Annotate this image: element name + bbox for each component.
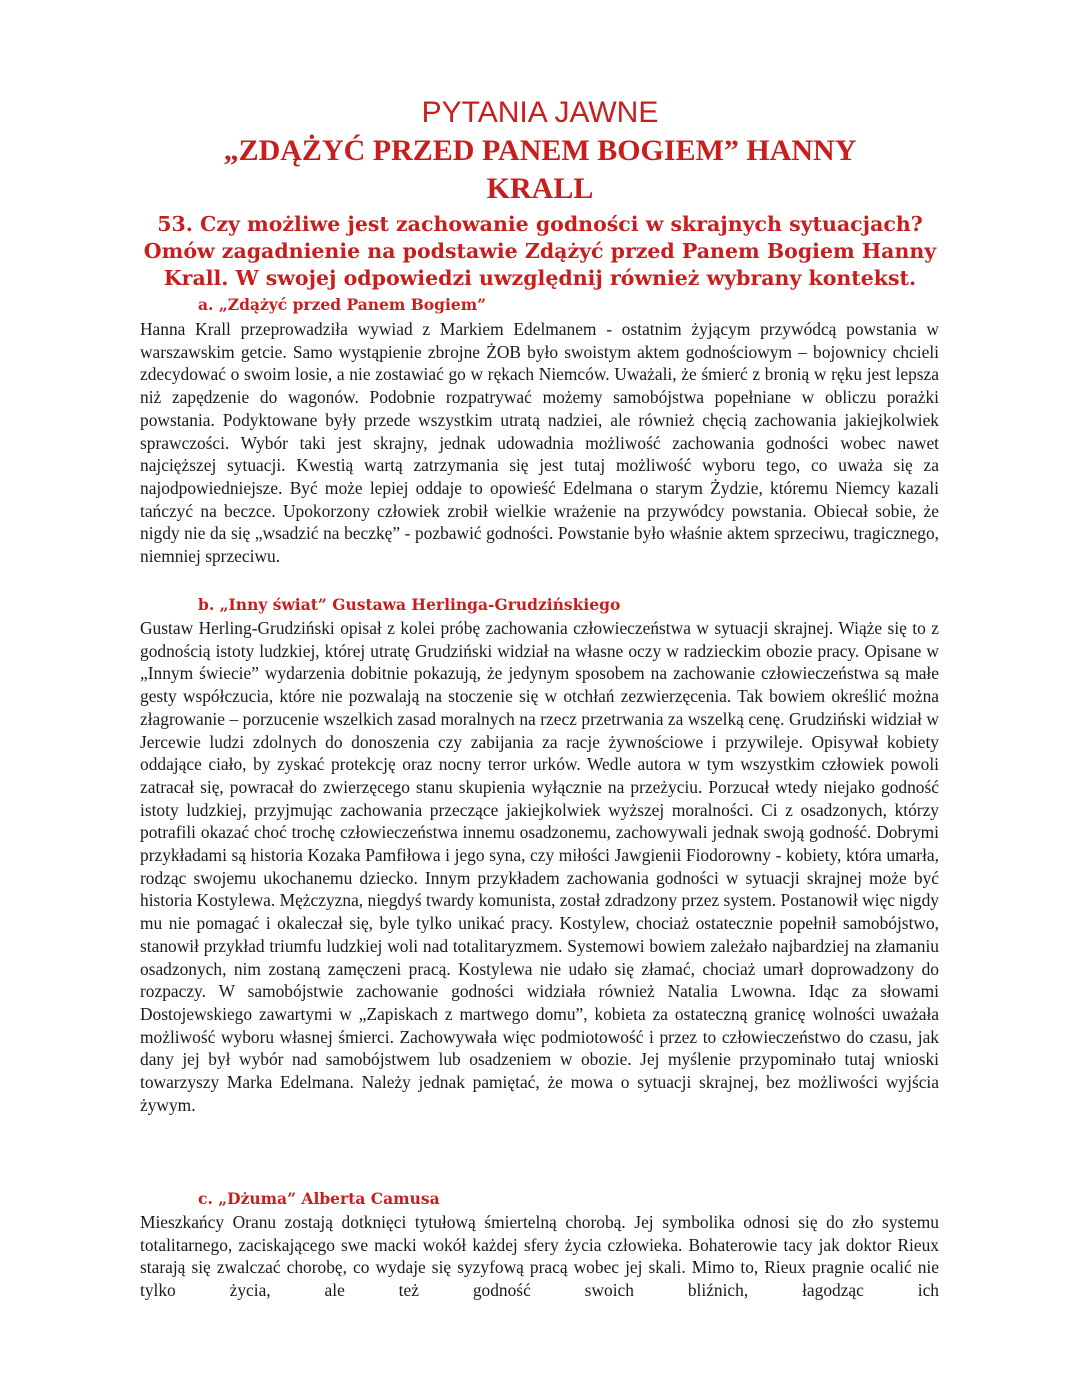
document-title bbox=[140, 94, 940, 208]
section-heading-c: c. „Dżuma” Alberta Camusa bbox=[198, 1189, 440, 1208]
title-line-1: PYTANIA JAWNE bbox=[421, 96, 659, 129]
exam-question: 53. Czy możliwe jest zachowanie godności w skrajnych sytuacjach? Omów zagadnienie na podstawie Zdążyć przed Panem Bogiem Hanny Krall. W swojej odpowiedzi uwzględnij również wybrany kontekst. bbox=[143, 212, 937, 290]
title-line-3: KRALL bbox=[486, 172, 594, 205]
section-body-b: Gustaw Herling-Grudziński opisał z kolei próbę zachowania człowieczeństwa w sytuacji skrajnej. Wiąże się to z godnością istoty ludzkiej, której utratę Grudziński widział na własne oczy w radzieckim obozie pracy. Opisane w „Innym świecie” wydarzenia dobitnie pokazują, że jedynym sposobem na zachowanie człowieczeństwa są małe gesty współczucia, które nie pozwalają na stoczenie się w otchłań zezwierzęcenia. Tak bowiem określić można złagrowanie – porzucenie wszelkich zasad moralnych na rzecz przetrwania za wszelką cenę. Grudziński widział w Jercewie ludzi zdolnych do donoszenia czy zabijania za racje żywnościowe i przywileje. Opisywał kobiety oddające ciało, by zyskać protekcję oraz nocny terror urków. Wedle autora w tym wszystkim człowiek powoli zatracał się, powracał do zwierzęcego stanu skupienia wyłącznie na przeżyciu. Porzucał wtedy niejako godność istoty ludzkiej, przyjmując zachowania przeczące jakiejkolwiek wyższej moralności. Ci z osadzonych, którzy potrafili okazać choć trochę człowieczeństwa innemu osadzonemu, zachowywali jednak swoją godność. Dobrymi przykładami są historia Kozaka Pamfiłowa i jego syna, czy miłości Jawgienii Fiodorowny - kobiety, która umarła, rodząc swojemu ukochanemu dziecko. Innym przykładem zachowania godności w sytuacji skrajnej może być historia Kostylewa. Mężczyzna, niegdyś twardy komunista, został zdradzony przez system. Postanowił więc nigdy mu nie pomagać i okaleczał się, byle tylko unikać pracy. Kostylew, chociaż ostatecznie popełnił samobójstwo, stanowił przykład triumfu ludzkiej woli nad totalitaryzmem. Systemowi bowiem zależało najbardziej na złamaniu osadzonych, nim zostaną zamęczeni pracą. Kostylewa nie udało się złamać, chociaż umarł doprowadzony do rozpaczy. W samobójstwie zachowanie godności widziała również Natalia Lwowna. Idąc za słowami Dostojewskiego zawartymi w „Zapiskach z martwego domu”, kobieta za ostateczną granicę wolności uważała możliwość wyboru własnej śmierci. Zachowywała więc podmiotowość i przez to człowieczeństwo do czasu, jak dany jej był wybór nad samobójstwem lub osadzeniem w obozie. Jej myślenie przypominało tutaj wnioski towarzyszy Marka Edelmana. Należy jednak pamiętać, że mowa o sytuacji skrajnej, bez możliwości wyjścia żywym. bbox=[140, 618, 939, 1115]
section-body-c: Mieszkańcy Oranu zostają dotknięci tytułową śmiertelną chorobą. Jej symbolika odnosi się do zło systemu totalitarnego, zaciskającego swe macki wokół każdej sfery życia człowieka. Bohaterowie tacy jak doktor Rieux starają się zwalczać chorobę, co wydaje się syzyfową pracą wobec jej skali. Mimo to, Rieux pragnie ocalić nie tylko życia, ale też godność swoich bliźnich, łagodząc ich bbox=[140, 1212, 939, 1301]
title-line-2: „ZDĄŻYĆ PRZED PANEM BOGIEM” HANNY bbox=[223, 134, 857, 167]
section-body-a: Hanna Krall przeprowadziła wywiad z Markiem Edelmanem - ostatnim żyjącym przywódcą powstania w warszawskim getcie. Samo wystąpienie zbrojne ŻOB było swoistym aktem godnościowym – bojownicy chcieli zdecydować o swoim losie, a nie zostawiać go w rękach Niemców. Uważali, że śmierć z bronią w ręku jest lepsza niż zapędzenie do wagonów. Podobnie rozpatrywać możemy samobójstwa popełniane w obliczu porażki powstania. Podyktowane były przede wszystkim utratą nadziei, ale również chęcią zachowania jakiejkolwiek sprawczości. Wybór taki jest skrajny, jednak udowadnia możliwość zachowania godności wobec nawet najcięższej sytuacji. Kwestią wartą zatrzymania się jest tutaj możliwość wyboru tego, co uważa się za najodpowiedniejsze. Być może lepiej oddaje to opowieść Edelmana o starym Żydzie, któremu Niemcy kazali tańczyć na beczce. Upokorzony człowiek zrobił wielkie wrażenie na przywódcy powstania. Obiecał sobie, że nigdy nie da się „wsadzić na beczkę” - pozbawić godności. Powstanie było właśnie aktem sprzeciwu, tragicznego, niemniej sprzeciwu. bbox=[140, 319, 939, 567]
section-heading-a: a. „Zdążyć przed Panem Bogiem” bbox=[198, 295, 487, 314]
section-heading-b: b. „Inny świat” Gustawa Herlinga-Grudzińskiego bbox=[198, 595, 621, 614]
